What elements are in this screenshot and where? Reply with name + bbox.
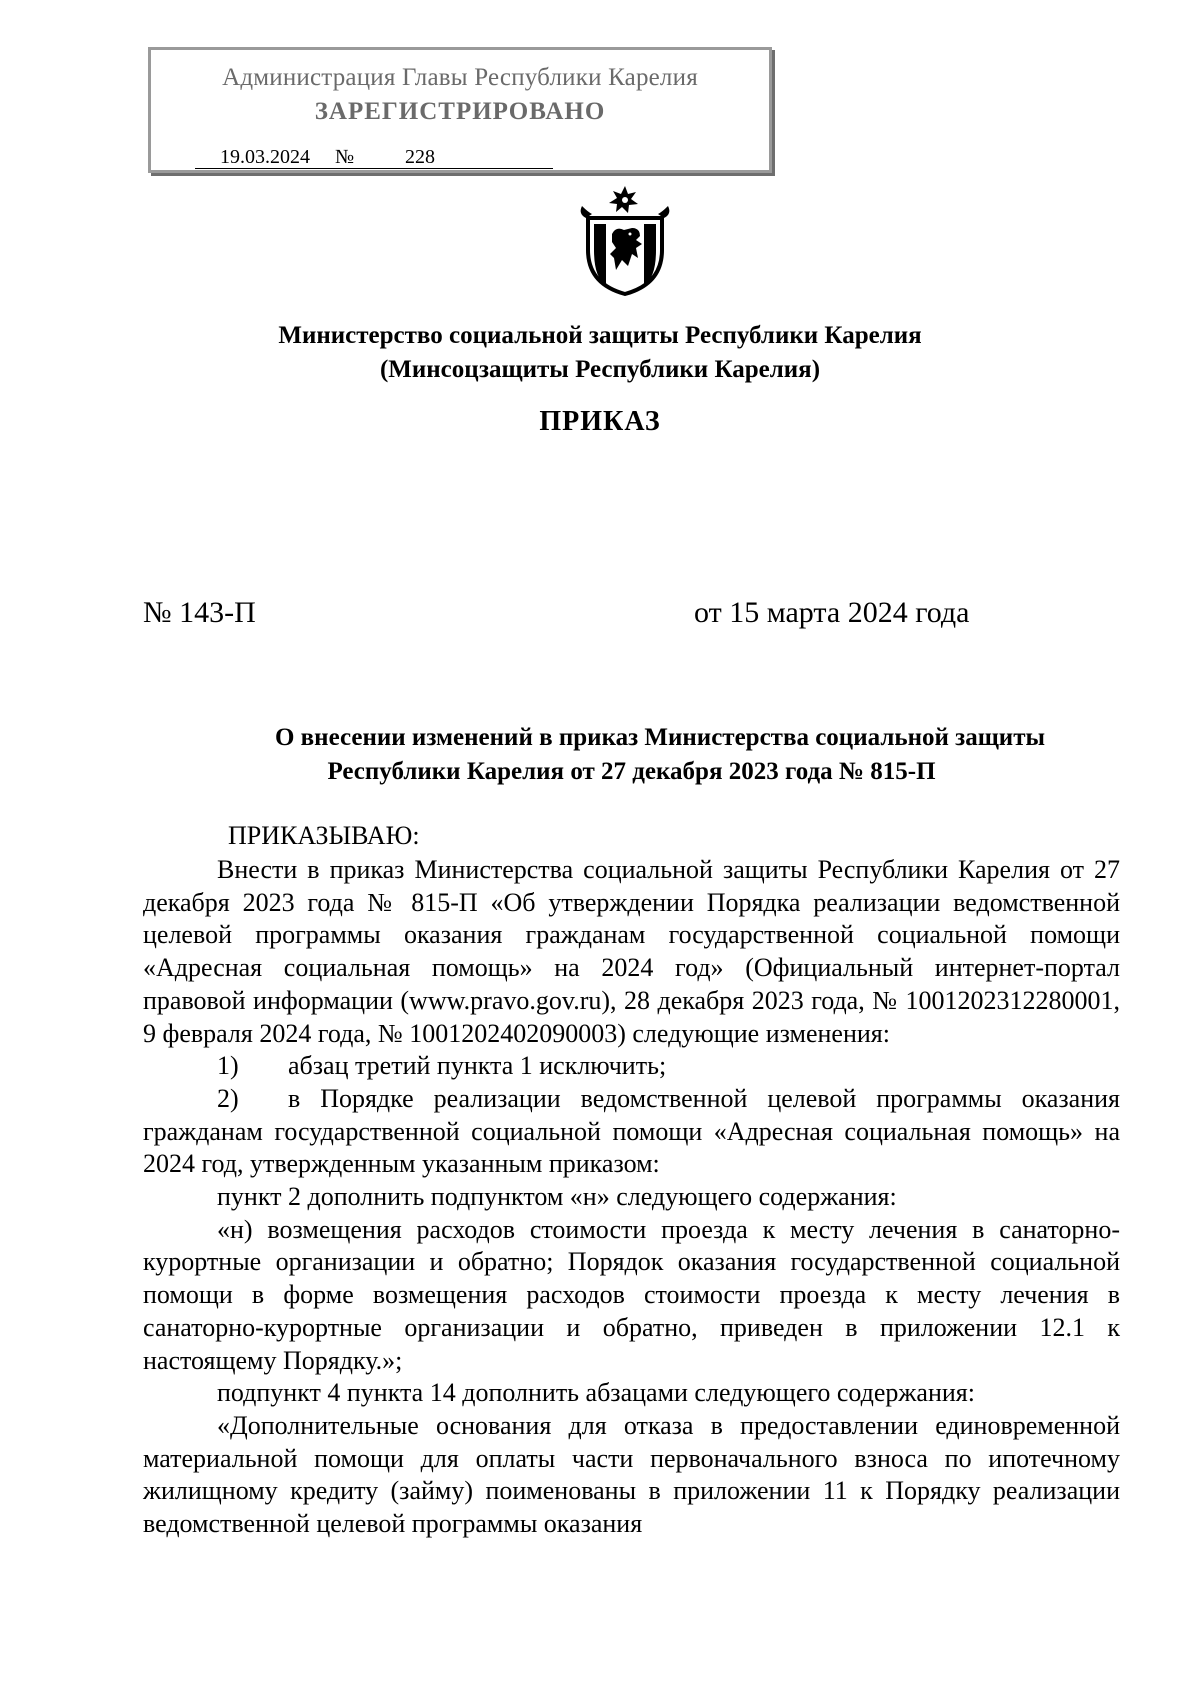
paragraph: «Дополнительные основания для отказа в предоставлении единовременной материальной помощи для оплаты части первоначального взноса по ипотечному жилищному кредиту (займу) поименованы в приложении 11 к Порядку реализации ведомственной целевой программы оказания bbox=[143, 1410, 1120, 1539]
document-body bbox=[143, 854, 1120, 1541]
document-number: № 143-П bbox=[143, 596, 256, 629]
list-item-number: 2) bbox=[217, 1083, 239, 1113]
intro-paragraph: Внести в приказ Министерства социальной защиты Республики Карелия от 27 декабря 2023 года № 815-П «Об утверждении Порядка реализации ведомственной целевой программы оказания гражданам государственной социальной помощи «Адресная социальная помощь» на 2024 год» (Официальный интернет-портал правовой информации (www.pravo.gov.ru), 28 декабря 2023 года, № 1001202312280001, 9 февраля 2024 года, № 1001202402090003) следующие изменения: bbox=[143, 855, 1120, 1048]
list-item-text: абзац третий пункта 1 исключить; bbox=[288, 1051, 667, 1081]
document-type: ПРИКАЗ bbox=[539, 406, 661, 437]
paragraph: подпункт 4 пункта 14 дополнить абзацами следующего содержания: bbox=[217, 1378, 975, 1408]
list-item bbox=[143, 1083, 1120, 1181]
stamp-status: ЗАРЕГИСТРИРОВАНО bbox=[314, 98, 606, 125]
stamp-organization: Администрация Главы Республики Карелия bbox=[222, 64, 698, 91]
ministry-short-name: (Минсоцзащиты Республики Карелия) bbox=[379, 356, 821, 383]
subject-line-1: О внесении изменений в приказ Министерства социальной защиты bbox=[274, 724, 1046, 751]
list-item-number: 1) bbox=[217, 1051, 239, 1081]
registration-stamp bbox=[148, 47, 772, 173]
list-item bbox=[143, 1050, 1120, 1083]
stamp-number: 228 bbox=[365, 146, 553, 169]
paragraph: «н) возмещения расходов стоимости проезда к месту лечения в санаторно-курортные организации и обратно; Порядок оказания государственной социальной помощи в форме возмещения расходов стоимости проезда к месту лечения в санаторно-курортные организации и обратно, приведен в приложении 12.1 к настоящему Порядку.»; bbox=[143, 1214, 1120, 1375]
list-item-text: в Порядке реализации ведомственной целевой программы оказания гражданам государственной социальной помощи «Адресная социальная помощь» на 2024 год, утвержденным указанным приказом: bbox=[143, 1083, 1120, 1179]
coat-of-arms-icon bbox=[576, 184, 674, 296]
subject-line-2: Республики Карелия от 27 декабря 2023 года № 815-П bbox=[327, 758, 936, 785]
document-date: от 15 марта 2024 года bbox=[694, 596, 970, 629]
stamp-number-sign: № bbox=[335, 146, 365, 169]
stamp-date: 19.03.2024 bbox=[195, 146, 335, 169]
paragraph: пункт 2 дополнить подпунктом «н» следующего содержания: bbox=[217, 1182, 897, 1212]
order-word: ПРИКАЗЫВАЮ: bbox=[228, 821, 420, 850]
ministry-name: Министерство социальной защиты Республики Карелия bbox=[278, 322, 922, 349]
